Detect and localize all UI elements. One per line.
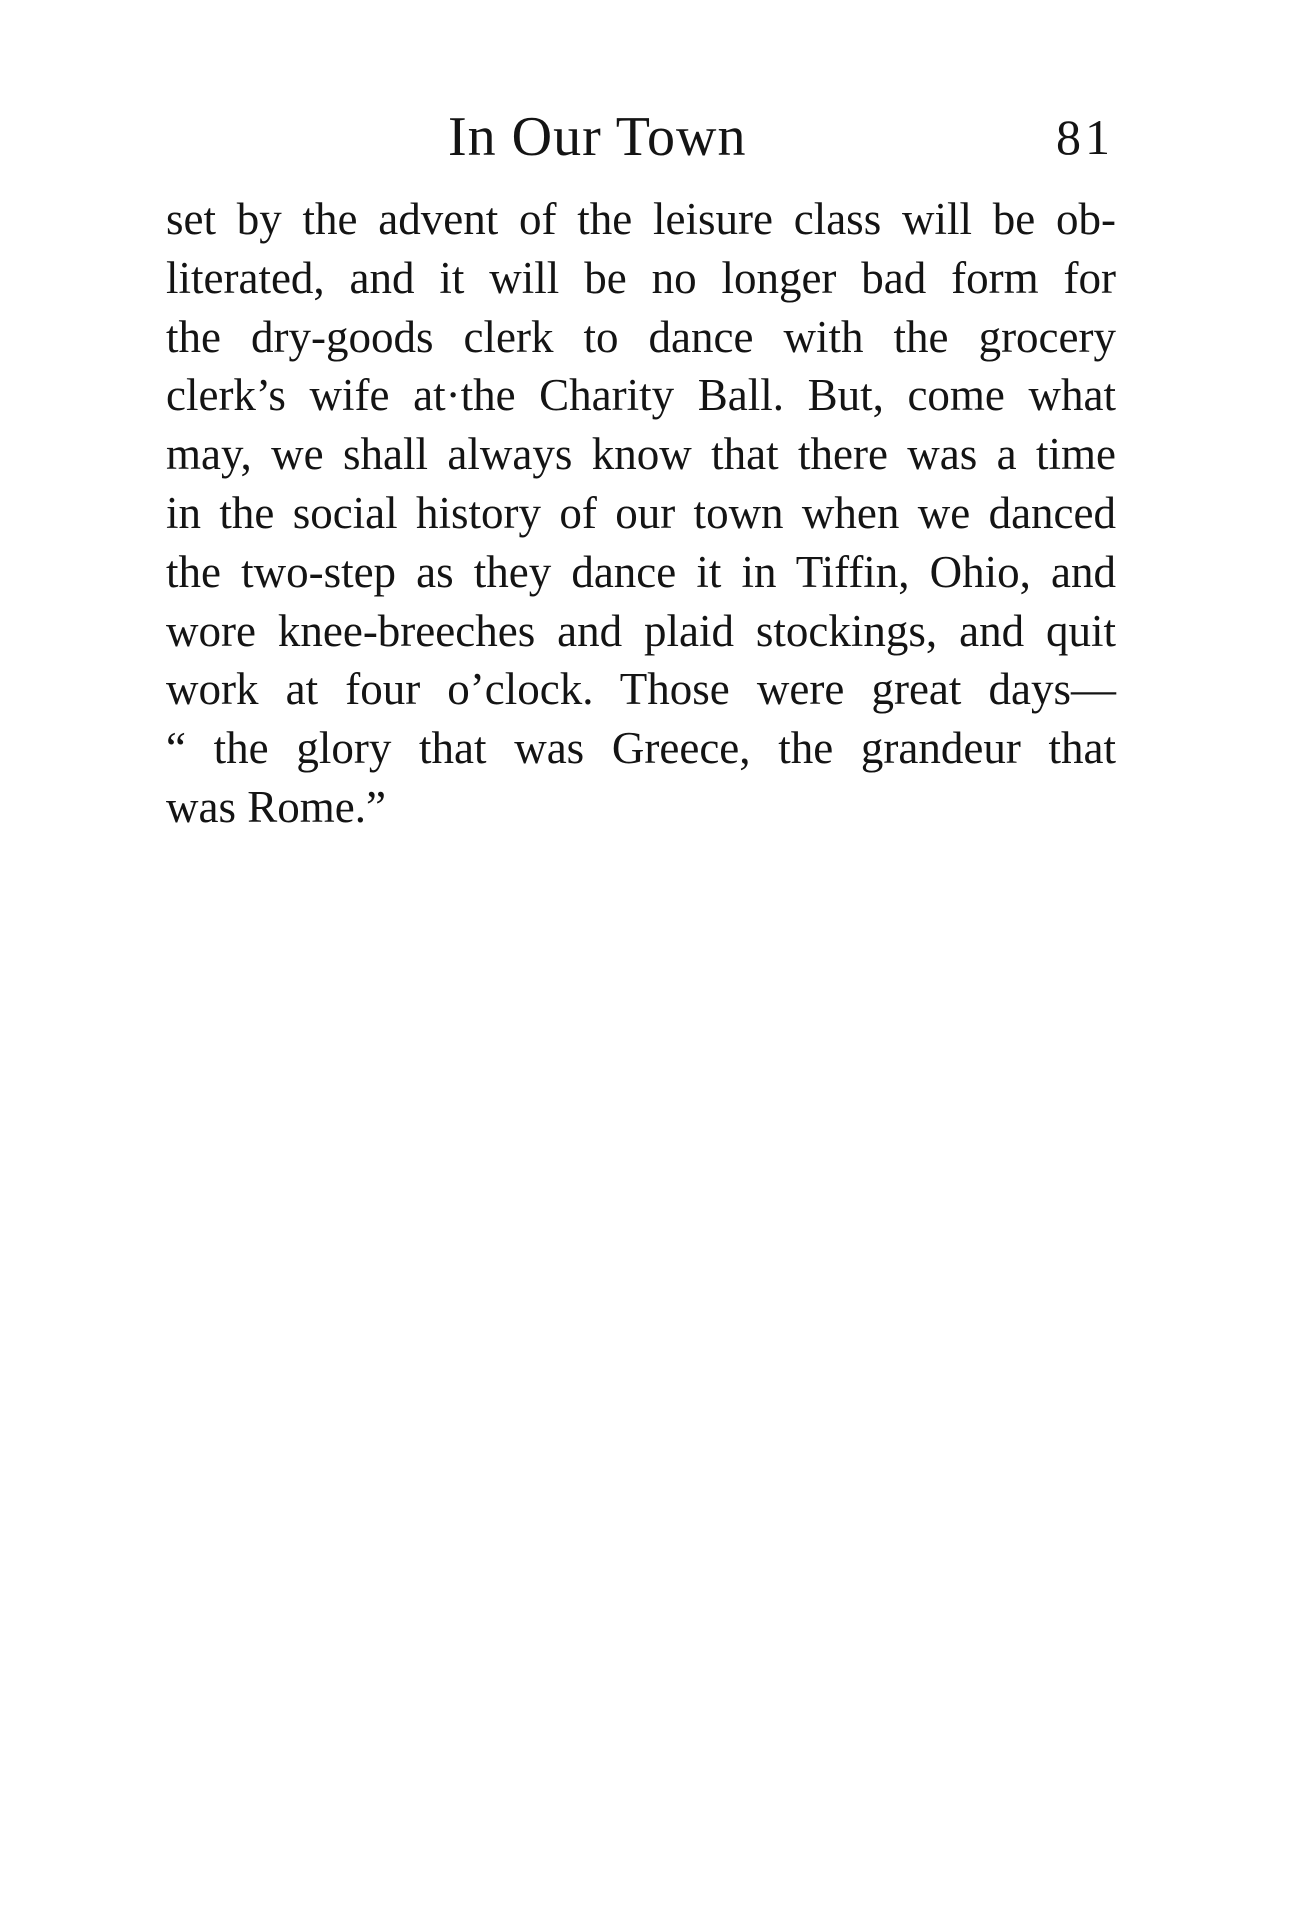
- text-line: may, we shall always know that there was a time: [166, 429, 1116, 480]
- text-line: was Rome.”: [166, 781, 386, 832]
- running-title: In Our Town: [448, 106, 747, 168]
- page-number: 81: [1056, 109, 1114, 165]
- text-line: the two-step as they dance it in Tiffin, Ohio, and: [166, 546, 1116, 597]
- text-line: work at four o’clock. Those were great days—: [166, 664, 1116, 715]
- text-line: the dry-goods clerk to dance with the grocery: [166, 311, 1116, 362]
- text-line: wore knee-breeches and plaid stockings, and quit: [166, 605, 1116, 656]
- text-line: in the social history of our town when we danced: [166, 487, 1116, 538]
- text-line: set by the advent of the leisure class will be ob-: [166, 194, 1116, 244]
- body-paragraph: [166, 190, 1116, 837]
- text-line: literated, and it will be no longer bad form for: [166, 252, 1116, 303]
- running-header: [0, 102, 1291, 172]
- text-line: “ the glory that was Greece, the grandeur that: [166, 723, 1116, 774]
- text-line: clerk’s wife at·the Charity Ball. But, come what: [166, 370, 1116, 421]
